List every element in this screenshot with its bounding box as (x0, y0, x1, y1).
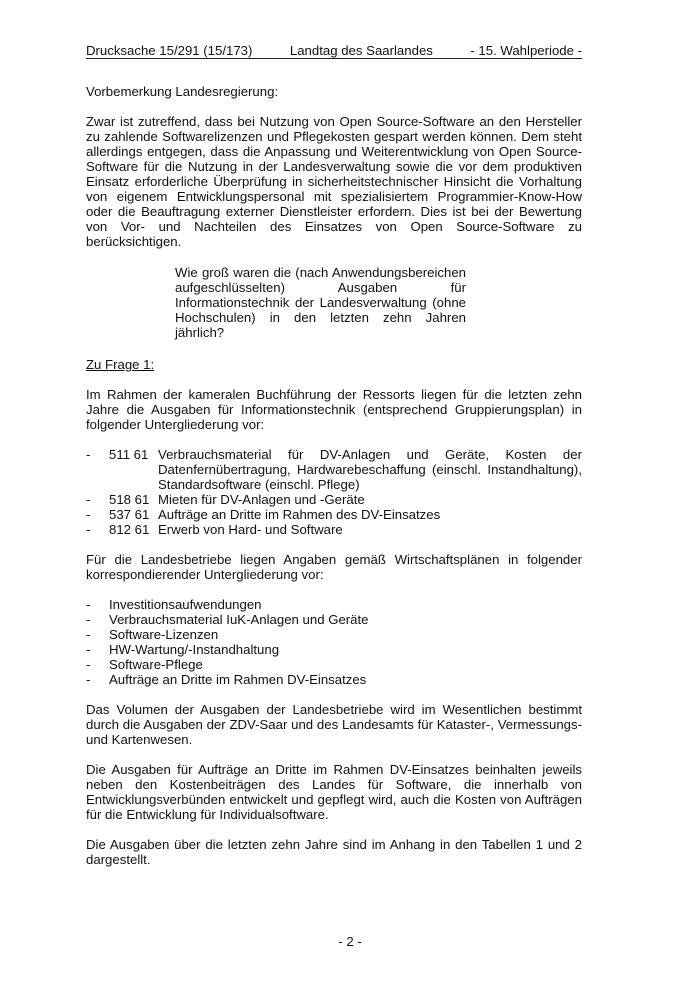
budget-code: 511 61 (109, 447, 149, 462)
list-item (86, 672, 582, 687)
betriebe-intro: Für die Landesbetriebe liegen Angaben gemäß Wirtschaftsplänen in folgender korrespondierender Untergliederung vor: (86, 552, 582, 582)
list-dash: - (86, 627, 91, 642)
list-item (86, 597, 582, 612)
budget-code-description: Verbrauchsmaterial für DV-Anlagen und Geräte, Kosten der Datenfernübertragung, Hardwarebeschaffung (einschl. Instandhaltung), Standardsoftware (einschl. Pflege) (158, 447, 582, 492)
budget-code-description: Erwerb von Hard- und Software (158, 522, 343, 537)
list-item-text: HW-Wartung/-Instandhaltung (109, 642, 280, 657)
budget-code: 518 61 (109, 492, 150, 507)
volume-paragraph: Das Volumen der Ausgaben der Landesbetriebe wird im Wesentlichen bestimmt durch die Ausgaben der ZDV-Saar und des Landesamts für Kataster-, Vermessungs- und Kartenwesen. (86, 702, 582, 747)
contracts-paragraph: Die Ausgaben für Aufträge an Dritte im Rahmen DV-Einsatzes beinhalten jeweils neben den Kostenbeiträgen des Landes für Software, die innerhalb von Entwicklungsverbünden entwickelt und gepflegt wird, auch die Kosten von Aufträgen für die Entwicklung für Individualsoftware. (86, 762, 582, 822)
list-dash: - (86, 507, 91, 522)
header-document-number: Drucksache 15/291 (15/173) (86, 43, 253, 58)
list-item-text: Software-Pflege (109, 657, 203, 672)
list-dash: - (86, 657, 91, 672)
budget-code-description: Mieten für DV-Anlagen und -Geräte (158, 492, 365, 507)
list-item (86, 627, 582, 642)
list-dash: - (86, 672, 91, 687)
budget-code-description: Aufträge an Dritte im Rahmen des DV-Einsatzes (158, 507, 441, 522)
preface-heading: Vorbemerkung Landesregierung: (86, 84, 279, 99)
list-item (86, 447, 582, 492)
list-item (86, 507, 582, 522)
header-period: - 15. Wahlperiode - (470, 43, 582, 58)
budget-code: 537 61 (109, 507, 150, 522)
list-item (86, 657, 582, 672)
list-dash: - (86, 612, 91, 627)
list-dash: - (86, 522, 91, 537)
list-item (86, 522, 582, 537)
list-dash: - (86, 492, 91, 507)
list-item-text: Software-Lizenzen (109, 627, 219, 642)
list-item (86, 642, 582, 657)
page-header (86, 42, 582, 59)
list-dash: - (86, 642, 91, 657)
list-dash: - (86, 597, 91, 612)
list-dash: - (86, 447, 91, 462)
document-body (86, 84, 582, 867)
list-item-text: Aufträge an Dritte im Rahmen DV-Einsatzes (109, 672, 367, 687)
list-item (86, 492, 582, 507)
list-item-text: Verbrauchsmaterial IuK-Anlagen und Geräte (109, 612, 369, 627)
page-number: - 2 - (338, 934, 362, 949)
budget-code: 812 61 (109, 522, 150, 537)
question-text: Wie groß waren die (nach Anwendungsbereichen aufgeschlüsselten) Ausgaben für Informationstechnik der Landesverwaltung (ohne Hochschulen) in den letzten zehn Jahren jährlich? (175, 265, 466, 340)
betriebe-list (86, 597, 582, 687)
answer-heading: Zu Frage 1: (86, 357, 155, 372)
answer-intro: Im Rahmen der kameralen Buchführung der Ressorts liegen für die letzten zehn Jahre die Ausgaben für Informationstechnik (entsprechend Gruppierungsplan) in folgender Untergliederung vor: (86, 387, 582, 432)
preface-paragraph: Zwar ist zutreffend, dass bei Nutzung von Open Source-Software an den Hersteller zu zahlende Softwarelizenzen und Pflegekosten gespart werden können. Dem steht allerdings entgegen, dass die Anpassung und Weiterentwicklung von Open Source-Software für die Nutzung in der Landesverwaltung sowie die vor dem produktiven Einsatz erforderliche Überprüfung in sicherheitstechnischer Hinsicht die Vorhaltung von eigenem Entwicklungspersonal mit spezialisiertem Programmier-Know-How oder die Beauftragung externer Dienstleister erfordern. Dies ist bei der Bewertung von Vor- und Nachteilen des Einsatzes von Open Source-Software zu berücksichtigen. (86, 114, 582, 249)
list-item (86, 612, 582, 627)
header-parliament: Landtag des Saarlandes (289, 43, 433, 58)
tables-paragraph: Die Ausgaben über die letzten zehn Jahre sind im Anhang in den Tabellen 1 und 2 dargestellt. (86, 837, 582, 867)
budget-code-list (86, 447, 582, 537)
list-item-text: Investitionsaufwendungen (109, 597, 262, 612)
